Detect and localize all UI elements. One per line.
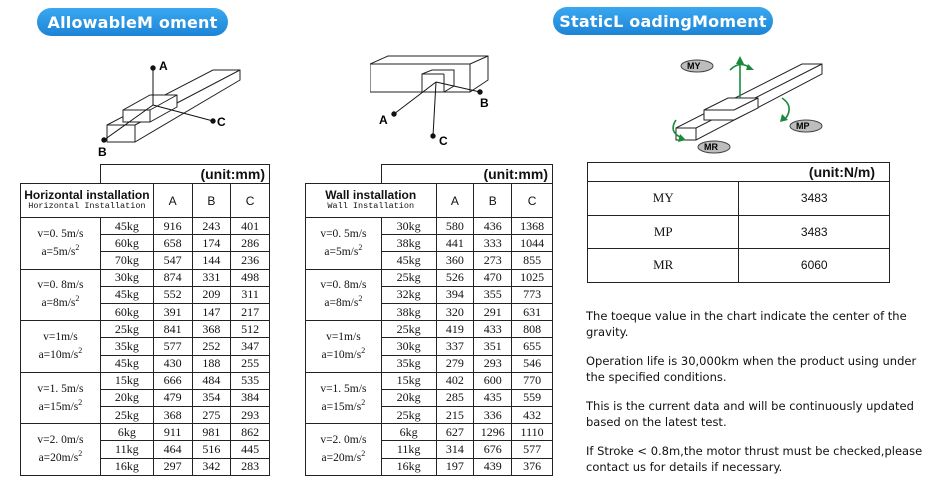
header-row [21, 184, 270, 218]
axis-label-a: A [159, 59, 168, 73]
accel-label [306, 396, 381, 414]
horizontal-installation-diagram [95, 50, 255, 160]
value-a-cell: 580 [436, 218, 474, 235]
accel-label [21, 344, 100, 362]
speed-label: v=1m/s [43, 330, 78, 343]
value-c-cell: 384 [231, 389, 270, 406]
value-b-cell: 331 [192, 269, 231, 286]
speed-label: v=2. 0m/s [37, 434, 84, 447]
value-a-cell: 627 [436, 424, 474, 441]
value-b-cell: 355 [474, 286, 512, 303]
moment-label: MR [588, 249, 739, 283]
load-cell: 11kg [381, 441, 436, 458]
value-b-cell: 273 [474, 252, 512, 269]
condition-cell [21, 269, 101, 321]
load-cell: 70kg [100, 252, 153, 269]
load-cell: 38kg [381, 235, 436, 252]
table-row [21, 218, 270, 235]
speed-label: v=1. 5m/s [320, 382, 367, 395]
accel-text: a=5m/s [41, 245, 76, 258]
value-b-cell: 435 [474, 389, 512, 406]
column-header-b: B [192, 184, 231, 218]
load-cell: 25kg [100, 407, 153, 424]
value-b-cell: 1296 [474, 424, 512, 441]
accel-label [21, 241, 100, 259]
accel-text: a=15m/s [321, 400, 362, 413]
load-cell: 35kg [100, 338, 153, 355]
value-b-cell: 470 [474, 269, 512, 286]
value-a-cell: 841 [153, 321, 192, 338]
table-row [21, 321, 270, 338]
value-b-cell: 275 [192, 407, 231, 424]
accel-label [306, 292, 381, 310]
value-c-cell: 236 [231, 252, 270, 269]
value-a-cell: 658 [153, 235, 192, 252]
speed-label: v=1m/s [326, 330, 361, 343]
condition-cell [306, 372, 382, 424]
badge-mp: MP [796, 121, 810, 131]
value-b-cell: 252 [192, 338, 231, 355]
condition-cell [306, 424, 382, 476]
accel-text: a=15m/s [38, 400, 79, 413]
load-cell: 20kg [100, 389, 153, 406]
accel-text: a=10m/s [38, 348, 79, 361]
value-c-cell: 283 [231, 458, 270, 475]
table-row [306, 218, 553, 235]
unit-label: (unit:mm) [100, 165, 269, 184]
value-a-cell: 285 [436, 389, 474, 406]
accel-label [21, 396, 100, 414]
table-row [306, 269, 553, 286]
value-a-cell: 215 [436, 407, 474, 424]
load-cell: 25kg [381, 321, 436, 338]
accel-exponent: 2 [361, 449, 366, 459]
accel-text: a=10m/s [321, 348, 362, 361]
accel-exponent: 2 [75, 294, 80, 304]
value-a-cell: 552 [153, 286, 192, 303]
column-header-a: A [153, 184, 192, 218]
value-c-cell: 512 [231, 321, 270, 338]
accel-exponent: 2 [361, 397, 366, 407]
value-b-cell: 433 [474, 321, 512, 338]
load-cell: 20kg [381, 389, 436, 406]
value-c-cell: 1044 [512, 235, 553, 252]
static-unit-label: (unit:N/m) [588, 163, 890, 182]
column-header-c: C [512, 184, 553, 218]
static-loading-moment-heading: StaticL oadingMoment [553, 7, 773, 35]
value-c-cell: 293 [231, 407, 270, 424]
value-b-cell: 354 [192, 389, 231, 406]
load-cell: 60kg [100, 235, 153, 252]
value-c-cell: 577 [512, 441, 553, 458]
value-b-cell: 439 [474, 458, 512, 475]
table-row [306, 321, 553, 338]
condition-cell [21, 372, 101, 424]
accel-text: a=20m/s [321, 451, 362, 464]
value-a-cell: 441 [436, 235, 474, 252]
column-header-c: C [231, 184, 270, 218]
value-b-cell: 147 [192, 303, 231, 320]
value-a-cell: 337 [436, 338, 474, 355]
value-c-cell: 808 [512, 321, 553, 338]
load-cell: 16kg [381, 458, 436, 475]
value-b-cell: 436 [474, 218, 512, 235]
value-a-cell: 279 [436, 355, 474, 372]
condition-cell [306, 269, 382, 321]
value-c-cell: 862 [231, 424, 270, 441]
value-c-cell: 855 [512, 252, 553, 269]
speed-label: v=0. 5m/s [320, 227, 367, 240]
value-a-cell: 911 [153, 424, 192, 441]
value-b-cell: 209 [192, 286, 231, 303]
value-c-cell: 217 [231, 303, 270, 320]
accel-text: a=20m/s [38, 451, 79, 464]
value-c-cell: 655 [512, 338, 553, 355]
value-c-cell: 770 [512, 372, 553, 389]
installation-header [21, 184, 154, 218]
accel-exponent: 2 [361, 345, 366, 355]
installation-title: Wall installation [325, 188, 417, 202]
value-c-cell: 1368 [512, 218, 553, 235]
table-row [21, 424, 270, 441]
accel-text: a=8m/s [324, 297, 359, 310]
wall-axis-label-b: B [480, 96, 489, 110]
value-b-cell: 516 [192, 441, 231, 458]
moment-label: MY [588, 182, 739, 216]
wall-axis-label-c: C [439, 134, 448, 148]
value-c-cell: 498 [231, 269, 270, 286]
value-b-cell: 333 [474, 235, 512, 252]
load-cell: 35kg [381, 355, 436, 372]
unit-spacer [306, 165, 382, 184]
moment-value: 6060 [739, 249, 890, 283]
notes-block [586, 308, 926, 486]
value-b-cell: 676 [474, 441, 512, 458]
accel-label [306, 344, 381, 362]
value-a-cell: 430 [153, 355, 192, 372]
accel-text: a=5m/s [324, 245, 359, 258]
table-row [21, 372, 270, 389]
table-row [588, 215, 890, 249]
load-cell: 25kg [381, 407, 436, 424]
value-a-cell: 916 [153, 218, 192, 235]
value-c-cell: 773 [512, 286, 553, 303]
value-b-cell: 336 [474, 407, 512, 424]
load-cell: 16kg [100, 458, 153, 475]
horizontal-installation-table [20, 164, 270, 476]
load-cell: 6kg [381, 424, 436, 441]
value-c-cell: 255 [231, 355, 270, 372]
accel-label [21, 447, 100, 465]
load-cell: 45kg [100, 286, 153, 303]
condition-cell [21, 218, 101, 270]
value-b-cell: 342 [192, 458, 231, 475]
table-row [306, 372, 553, 389]
column-header-a: A [436, 184, 474, 218]
column-header-b: B [474, 184, 512, 218]
header-row [306, 184, 553, 218]
accel-label [306, 447, 381, 465]
value-c-cell: 432 [512, 407, 553, 424]
load-cell: 25kg [381, 269, 436, 286]
moment-label: MP [588, 215, 739, 249]
value-c-cell: 546 [512, 355, 553, 372]
value-b-cell: 174 [192, 235, 231, 252]
value-a-cell: 464 [153, 441, 192, 458]
value-c-cell: 347 [231, 338, 270, 355]
wall-installation-table [305, 164, 553, 476]
axis-label-b: B [98, 145, 107, 159]
condition-cell [306, 218, 382, 270]
value-b-cell: 293 [474, 355, 512, 372]
load-cell: 45kg [100, 218, 153, 235]
badge-mr: MR [704, 142, 718, 152]
speed-label: v=0. 5m/s [37, 227, 84, 240]
load-cell: 38kg [381, 303, 436, 320]
unit-spacer [21, 165, 101, 184]
value-a-cell: 360 [436, 252, 474, 269]
installation-header [306, 184, 437, 218]
load-cell: 6kg [100, 424, 153, 441]
value-c-cell: 1110 [512, 424, 553, 441]
value-c-cell: 401 [231, 218, 270, 235]
value-c-cell: 1025 [512, 269, 553, 286]
load-cell: 25kg [100, 321, 153, 338]
condition-cell [21, 321, 101, 373]
horizontal-table-body [21, 165, 270, 476]
load-cell: 30kg [100, 269, 153, 286]
value-b-cell: 188 [192, 355, 231, 372]
value-a-cell: 314 [436, 441, 474, 458]
value-c-cell: 286 [231, 235, 270, 252]
condition-cell [306, 321, 382, 373]
value-b-cell: 981 [192, 424, 231, 441]
note-text: This is the current data and will be continuously updated based on the latest test. [586, 399, 914, 429]
static-moment-table [587, 162, 890, 283]
value-a-cell: 394 [436, 286, 474, 303]
note-text: If Stroke < 0.8m,the motor thrust must be checked,please contact us for details if necessary. [586, 444, 923, 474]
value-b-cell: 600 [474, 372, 512, 389]
table-row [21, 269, 270, 286]
value-b-cell: 291 [474, 303, 512, 320]
table-row [588, 182, 890, 216]
installation-subtitle: Wall Installation [327, 201, 415, 211]
moment-value: 3483 [739, 215, 890, 249]
value-b-cell: 144 [192, 252, 231, 269]
value-a-cell: 547 [153, 252, 192, 269]
accel-exponent: 2 [358, 294, 363, 304]
table-row [588, 249, 890, 283]
accel-label [306, 241, 381, 259]
value-a-cell: 577 [153, 338, 192, 355]
accel-exponent: 2 [75, 242, 80, 252]
load-cell: 30kg [381, 218, 436, 235]
installation-subtitle: Horizontal Installation [28, 201, 146, 211]
load-cell: 60kg [100, 303, 153, 320]
value-a-cell: 197 [436, 458, 474, 475]
value-a-cell: 874 [153, 269, 192, 286]
accel-exponent: 2 [78, 397, 83, 407]
axis-label-c: C [217, 115, 226, 129]
speed-label: v=0. 8m/s [37, 279, 84, 292]
moment-value: 3483 [739, 182, 890, 216]
badge-my: MY [687, 61, 701, 71]
wall-axis-label-a: A [379, 113, 388, 127]
load-cell: 45kg [381, 252, 436, 269]
value-a-cell: 368 [153, 407, 192, 424]
value-a-cell: 419 [436, 321, 474, 338]
condition-cell [21, 424, 101, 476]
value-b-cell: 243 [192, 218, 231, 235]
value-a-cell: 402 [436, 372, 474, 389]
value-a-cell: 526 [436, 269, 474, 286]
unit-label: (unit:mm) [381, 165, 552, 184]
allowable-moment-heading: AllowableM oment [37, 8, 228, 36]
accel-text: a=8m/s [41, 297, 76, 310]
value-c-cell: 559 [512, 389, 553, 406]
value-a-cell: 479 [153, 389, 192, 406]
value-c-cell: 445 [231, 441, 270, 458]
load-cell: 11kg [100, 441, 153, 458]
load-cell: 30kg [381, 338, 436, 355]
load-cell: 45kg [100, 355, 153, 372]
load-cell: 15kg [381, 372, 436, 389]
value-a-cell: 320 [436, 303, 474, 320]
value-c-cell: 535 [231, 372, 270, 389]
value-a-cell: 666 [153, 372, 192, 389]
accel-exponent: 2 [78, 345, 83, 355]
speed-label: v=2. 0m/s [320, 434, 367, 447]
value-c-cell: 376 [512, 458, 553, 475]
wall-installation-diagram [370, 52, 500, 152]
note-text: Operation life is 30,000km when the product using under the specified conditions. [586, 354, 917, 384]
note-text: The toeque value in the chart indicate the center of the gravity. [586, 309, 907, 339]
load-cell: 15kg [100, 372, 153, 389]
value-b-cell: 368 [192, 321, 231, 338]
load-cell: 32kg [381, 286, 436, 303]
table-row [306, 424, 553, 441]
value-c-cell: 631 [512, 303, 553, 320]
value-b-cell: 351 [474, 338, 512, 355]
value-c-cell: 311 [231, 286, 270, 303]
accel-exponent: 2 [358, 242, 363, 252]
wall-table-body [306, 165, 553, 476]
installation-title: Horizontal installation [24, 188, 150, 202]
static-moment-diagram [662, 48, 832, 156]
value-b-cell: 484 [192, 372, 231, 389]
value-a-cell: 391 [153, 303, 192, 320]
speed-label: v=1. 5m/s [37, 382, 84, 395]
value-a-cell: 297 [153, 458, 192, 475]
accel-exponent: 2 [78, 449, 83, 459]
speed-label: v=0. 8m/s [320, 279, 367, 292]
accel-label [21, 292, 100, 310]
